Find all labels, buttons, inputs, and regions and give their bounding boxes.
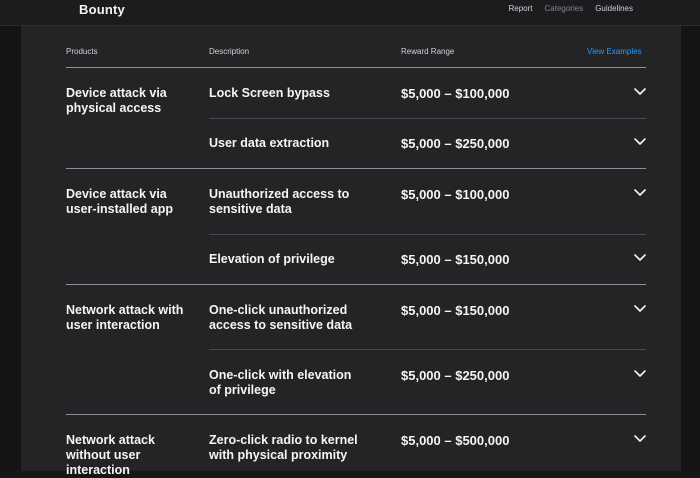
row-reward-range: $5,000 – $100,000 xyxy=(401,86,510,101)
row-description: Unauthorized access to sensitive data xyxy=(209,187,350,216)
top-navigation-bar xyxy=(0,0,700,26)
row-divider xyxy=(209,118,646,119)
category-network-with-interaction: Network attack with user interaction xyxy=(66,303,184,332)
nav-link-categories[interactable]: Categories xyxy=(544,4,584,13)
page-gutter-left xyxy=(0,26,21,471)
chevron-down-icon[interactable] xyxy=(633,303,647,313)
page-gutter-right xyxy=(681,26,700,471)
row-description: Lock Screen bypass xyxy=(209,86,330,100)
row-reward-range: $5,000 – $500,000 xyxy=(401,433,510,448)
row-divider xyxy=(209,349,646,350)
row-reward-range: $5,000 – $100,000 xyxy=(401,187,510,202)
category-device-physical-access: Device attack via physical access xyxy=(66,86,167,115)
row-description: User data extraction xyxy=(209,136,330,150)
chevron-down-icon[interactable] xyxy=(633,368,647,378)
row-reward-range: $5,000 – $250,000 xyxy=(401,136,510,151)
page-title: Bounty xyxy=(79,2,125,17)
row-description: Elevation of privilege xyxy=(209,252,335,266)
row-reward-range: $5,000 – $150,000 xyxy=(401,303,510,318)
chevron-down-icon[interactable] xyxy=(633,136,647,146)
row-description: One-click unauthorized access to sensitive data xyxy=(209,303,353,332)
category-network-without-interaction: Network attack without user interaction xyxy=(66,433,155,477)
row-description: One-click with elevation of privilege xyxy=(209,368,352,397)
column-header-products: Products xyxy=(66,47,98,56)
row-description: Zero-click radio to kernel with physical proximity xyxy=(209,433,358,462)
nav-link-report[interactable]: Report xyxy=(508,4,533,13)
row-reward-range: $5,000 – $250,000 xyxy=(401,368,510,383)
row-reward-range: $5,000 – $150,000 xyxy=(401,252,510,267)
chevron-down-icon[interactable] xyxy=(633,433,647,443)
chevron-down-icon[interactable] xyxy=(633,252,647,262)
group-divider xyxy=(66,168,646,169)
row-divider xyxy=(209,234,646,235)
column-header-reward-range: Reward Range xyxy=(401,47,455,56)
nav-link-guidelines[interactable]: Guidelines xyxy=(595,4,633,13)
chevron-down-icon[interactable] xyxy=(633,187,647,197)
view-examples-link[interactable]: View Examples xyxy=(587,47,642,56)
chevron-down-icon[interactable] xyxy=(633,86,647,96)
top-nav-links xyxy=(508,4,633,13)
column-header-description: Description xyxy=(209,47,250,56)
group-divider xyxy=(66,284,646,285)
group-divider xyxy=(66,414,646,415)
category-device-user-installed-app: Device attack via user-installed app xyxy=(66,187,173,216)
header-divider xyxy=(66,67,646,68)
